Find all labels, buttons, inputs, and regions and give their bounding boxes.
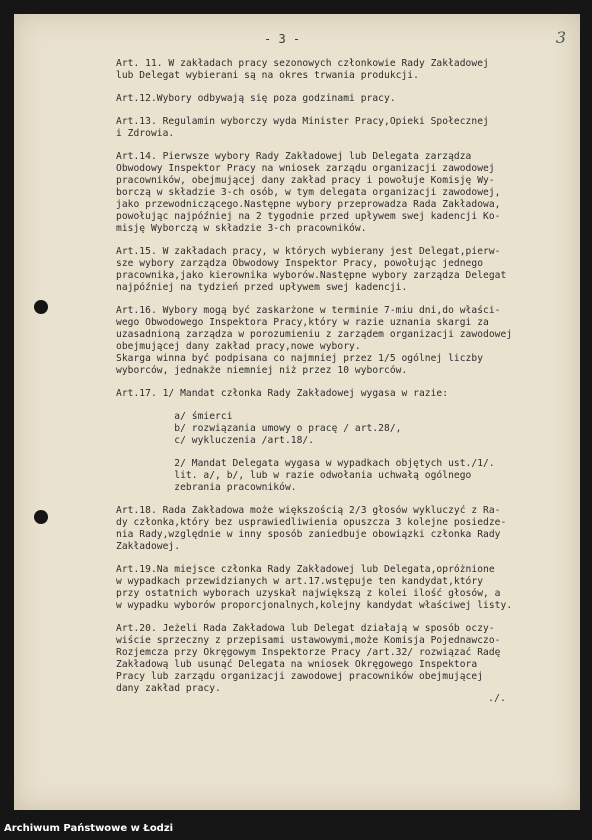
binder-hole: [34, 510, 48, 524]
article-17-intro: Art.17. 1/ Mandat członka Rady Zakładowej wygasa w razie:: [116, 388, 449, 399]
article-11: Art. 11. W zakładach pracy sezonowych członkowie Rady Zakładowej lub Delegat wybierani są na okres trwania produkcji.: [116, 58, 489, 81]
binder-hole: [34, 300, 48, 314]
document-page: [14, 14, 580, 810]
archive-footer: Archiwum Państwowe w Łodzi: [4, 823, 174, 834]
page-number: - 3 -: [264, 32, 301, 46]
handwritten-page-mark: 3: [555, 28, 566, 47]
article-17-point-2: 2/ Mandat Delegata wygasa w wypadkach objętych ust./1/. lit. a/, b/, lub w razie odwołania uchwałą ogólnego zebrania pracowników.: [174, 458, 495, 493]
article-12: Art.12.Wybory odbywają się poza godzinami pracy.: [116, 93, 396, 104]
article-17-list: a/ śmierci b/ rozwiązania umowy o pracę / art.28/, c/ wykluczenia /art.18/.: [174, 411, 402, 446]
document-body: [116, 58, 576, 706]
article-19: Art.19.Na miejsce członka Rady Zakładowej lub Delegata,opróżnione w wypadkach przewidzianych w art.17.wstępuje ten kandydat,który przy ostatnich wyborach uzyskał największą z kolei ilość głosów, a w wypadku wyborów proporcjonalnych,kolejny kandydat właściwej listy.: [116, 564, 513, 611]
end-mark: ./.: [488, 693, 507, 704]
article-13: Art.13. Regulamin wyborczy wyda Minister Pracy,Opieki Społecznej i Zdrowia.: [116, 116, 489, 139]
article-16: Art.16. Wybory mogą być zaskarżone w terminie 7-miu dni,do właści- wego Obwodowego Inspektora Pracy,który w razie uznania skargi za uzasadnioną zarządza w porozumieniu z zarządem organizacji zawodowej obejmującej dany zakład pracy,nowe wybory. Skarga winna być podpisana co najmniej przez 1/5 ogólnej liczby wyborców, jednakże niemniej niż przez 10 wyborców.: [116, 305, 513, 376]
article-14: Art.14. Pierwsze wybory Rady Zakładowej lub Delegata zarządza Obwodowy Inspektor Pracy na wniosek zarządu organizacji zawodowej pracowników, obejmującej dany zakład pracy i powołuje Komisję Wy- borczą w składzie 3-ch osób, w tym delegata organizacji zawodowej, jako przewodniczącego.Następne wybory przeprowadza Rada Zakładowa, powołując najpóźniej na 2 tygodnie przed upływem swej kadencji Ko- misję Wyborczą w składzie 3-ch pracowników.: [116, 151, 501, 234]
article-18: Art.18. Rada Zakładowa może większością 2/3 głosów wykluczyć z Ra- dy członka,który bez usprawiedliwienia opuszcza 3 kolejne posiedze- nia Rady,względnie w inny sposób zaniedbuje obowiązki członka Rady Zakładowej.: [116, 505, 507, 552]
article-20: Art.20. Jeżeli Rada Zakładowa lub Delegat działają w sposób oczy- wiście sprzeczny z przepisami ustawowymi,może Komisja Pojednawczo- Rozjemcza przy Okręgowym Inspektorze Pracy /art.32/ rozwiązać Radę Zakładową lub usunąć Delegata na wniosek Okręgowego Inspektora Pracy lub zarządu organizacji zawodowej pracowników obejmującej dany zakład pracy.: [116, 623, 501, 694]
article-15: Art.15. W zakładach pracy, w których wybierany jest Delegat,pierw- sze wybory zarządza Obwodowy Inspektor Pracy, powołując jednego pracownika,jako kierownika wyborów.Następne wybory zarządza Delegat najpóźniej na tydzień przed upływem swej kadencji.: [116, 246, 507, 293]
